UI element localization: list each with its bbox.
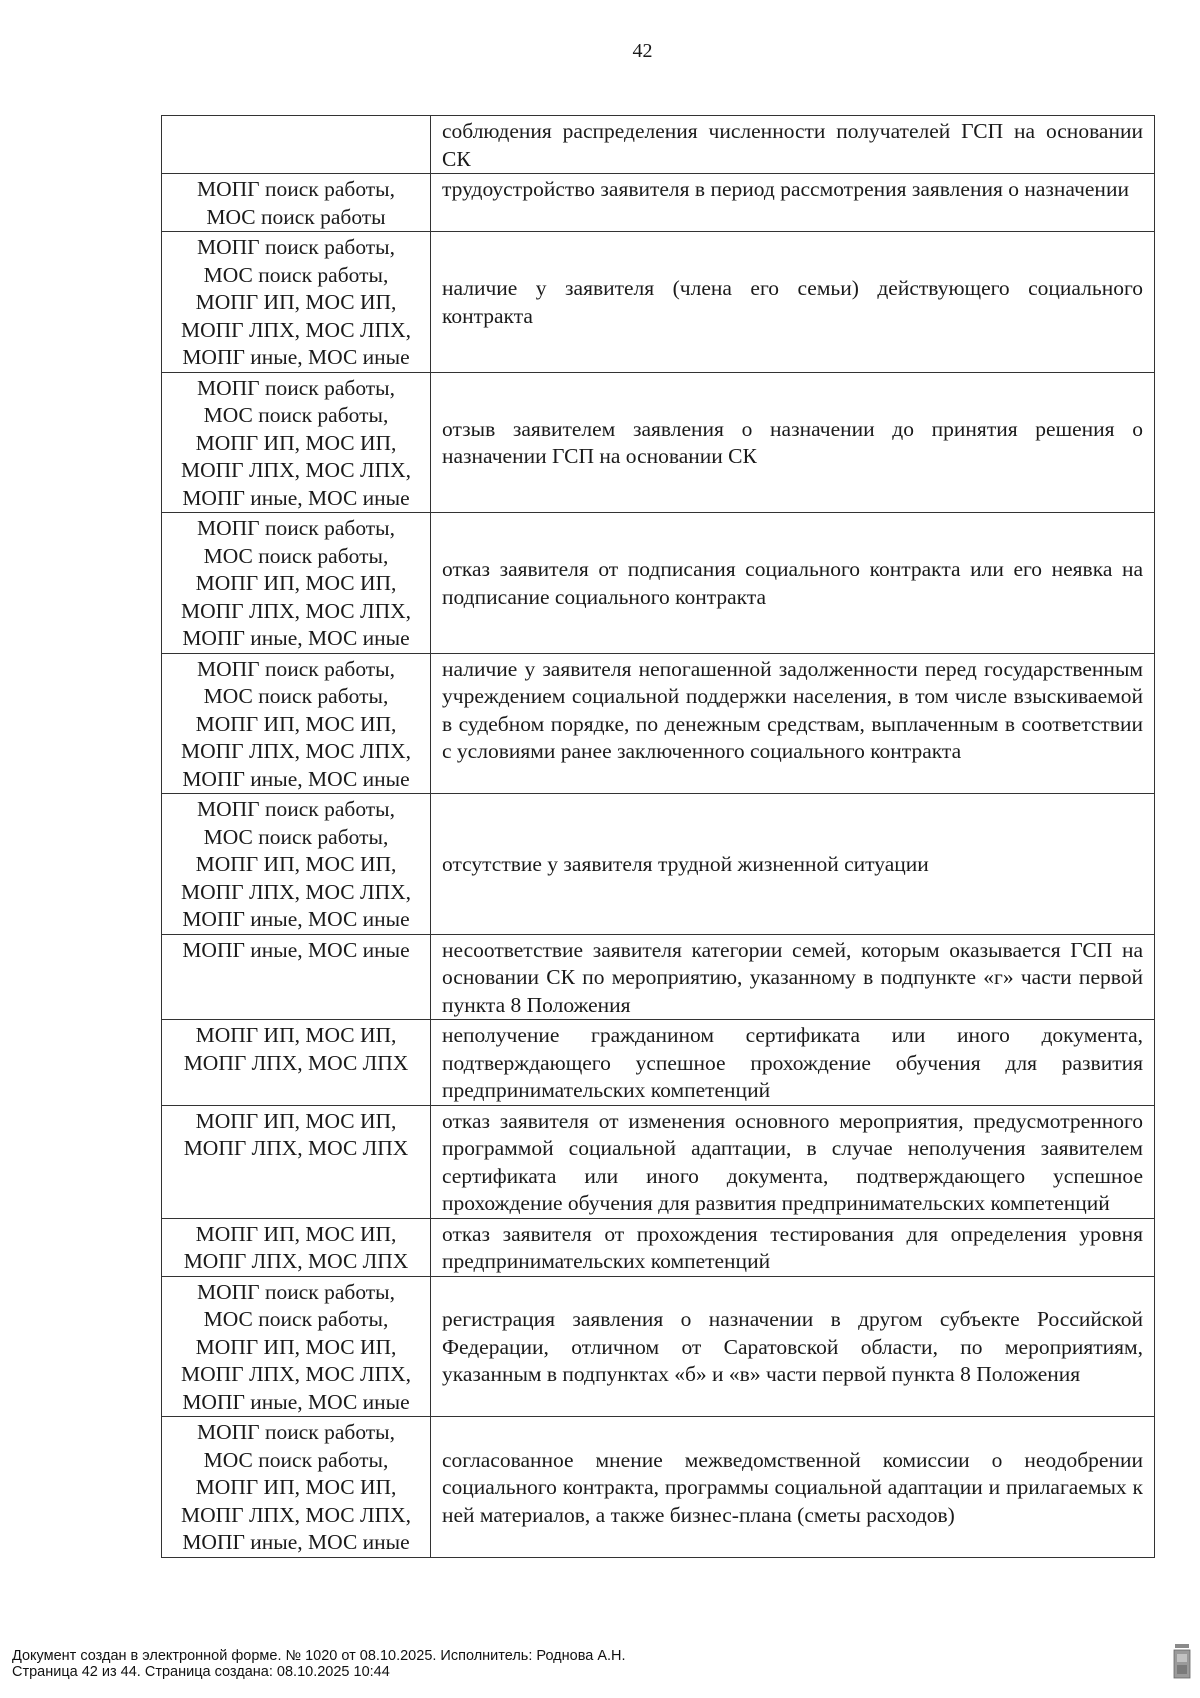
reason-cell: наличие у заявителя непогашенной задолженности перед государственным учреждением социальной поддержки населения, в том числе взыскиваемой в судебном порядке, по денежным средствам, выплаченным в соответствии с условиями ранее заключенного социального контракта bbox=[431, 653, 1155, 794]
footer-line-2: Страница 42 из 44. Страница создана: 08.10.2025 10:44 bbox=[12, 1664, 390, 1680]
category-cell: МОПГ поиск работы, МОС поиск работы, МОПГ ИП, МОС ИП, МОПГ ЛПХ, МОС ЛПХ, МОПГ иные, МОС иные bbox=[162, 513, 431, 654]
reasons-table bbox=[161, 115, 1155, 1558]
reason-cell: отказ заявителя от изменения основного мероприятия, предусмотренного программой социальной адаптации, в случае неполучения заявителем сертификата или иного документа, подтверждающего успешное прохождение обучения для развития предпринимательских компетенций bbox=[431, 1105, 1155, 1218]
page-number: 42 bbox=[632, 40, 653, 62]
table-row bbox=[162, 372, 1155, 513]
reason-cell: отказ заявителя от подписания социального контракта или его неявка на подписание социального контракта bbox=[431, 513, 1155, 654]
reason-cell: наличие у заявителя (члена его семьи) действующего социального контракта bbox=[431, 232, 1155, 373]
table-row bbox=[162, 174, 1155, 232]
coat-of-arms-icon bbox=[1172, 1642, 1192, 1680]
reason-cell: соблюдения распределения численности получателей ГСП на основании СК bbox=[431, 116, 1155, 174]
reason-cell: отсутствие у заявителя трудной жизненной ситуации bbox=[431, 794, 1155, 935]
category-cell: МОПГ поиск работы, МОС поиск работы, МОПГ ИП, МОС ИП, МОПГ ЛПХ, МОС ЛПХ, МОПГ иные, МОС иные bbox=[162, 794, 431, 935]
table-row bbox=[162, 232, 1155, 373]
table-row bbox=[162, 934, 1155, 1020]
table-row bbox=[162, 116, 1155, 174]
category-cell bbox=[162, 116, 431, 174]
table-row bbox=[162, 1276, 1155, 1417]
category-cell: МОПГ иные, МОС иные bbox=[162, 934, 431, 1020]
table-row bbox=[162, 794, 1155, 935]
table-row bbox=[162, 1218, 1155, 1276]
category-cell: МОПГ ИП, МОС ИП, МОПГ ЛПХ, МОС ЛПХ bbox=[162, 1105, 431, 1218]
category-cell: МОПГ поиск работы, МОС поиск работы, МОПГ ИП, МОС ИП, МОПГ ЛПХ, МОС ЛПХ, МОПГ иные, МОС иные bbox=[162, 232, 431, 373]
category-cell: МОПГ поиск работы, МОС поиск работы, МОПГ ИП, МОС ИП, МОПГ ЛПХ, МОС ЛПХ, МОПГ иные, МОС иные bbox=[162, 372, 431, 513]
document-footer bbox=[12, 1648, 626, 1680]
table-row bbox=[162, 513, 1155, 654]
category-cell: МОПГ поиск работы, МОС поиск работы, МОПГ ИП, МОС ИП, МОПГ ЛПХ, МОС ЛПХ, МОПГ иные, МОС иные bbox=[162, 653, 431, 794]
reason-cell: отзыв заявителем заявления о назначении до принятия решения о назначении ГСП на основании СК bbox=[431, 372, 1155, 513]
reason-cell: неполучение гражданином сертификата или иного документа, подтверждающего успешное прохождение обучения для развития предпринимательских компетенций bbox=[431, 1020, 1155, 1106]
reason-cell: трудоустройство заявителя в период рассмотрения заявления о назначении bbox=[431, 174, 1155, 232]
reason-cell: отказ заявителя от прохождения тестирования для определения уровня предпринимательских компетенций bbox=[431, 1218, 1155, 1276]
category-cell: МОПГ ИП, МОС ИП, МОПГ ЛПХ, МОС ЛПХ bbox=[162, 1020, 431, 1106]
category-cell: МОПГ поиск работы, МОС поиск работы, МОПГ ИП, МОС ИП, МОПГ ЛПХ, МОС ЛПХ, МОПГ иные, МОС иные bbox=[162, 1276, 431, 1417]
reason-cell: несоответствие заявителя категории семей, которым оказывается ГСП на основании СК по мероприятию, указанному в подпункте «г» части первой пункта 8 Положения bbox=[431, 934, 1155, 1020]
category-cell: МОПГ ИП, МОС ИП, МОПГ ЛПХ, МОС ЛПХ bbox=[162, 1218, 431, 1276]
table-row bbox=[162, 653, 1155, 794]
table-row bbox=[162, 1105, 1155, 1218]
footer-line-1: Документ создан в электронной форме. № 1020 от 08.10.2025. Исполнитель: Роднова А.Н. bbox=[12, 1648, 626, 1664]
reason-cell: согласованное мнение межведомственной комиссии о неодобрении социального контракта, программы социальной адаптации и прилагаемых к ней материалов, а также бизнес-плана (сметы расходов) bbox=[431, 1417, 1155, 1558]
category-cell: МОПГ поиск работы, МОС поиск работы bbox=[162, 174, 431, 232]
reason-cell: регистрация заявления о назначении в другом субъекте Российской Федерации, отличном от Саратовской области, по мероприятиям, указанным в подпунктах «б» и «в» части первой пункта 8 Положения bbox=[431, 1276, 1155, 1417]
table-row bbox=[162, 1417, 1155, 1558]
table-row bbox=[162, 1020, 1155, 1106]
category-cell: МОПГ поиск работы, МОС поиск работы, МОПГ ИП, МОС ИП, МОПГ ЛПХ, МОС ЛПХ, МОПГ иные, МОС иные bbox=[162, 1417, 431, 1558]
